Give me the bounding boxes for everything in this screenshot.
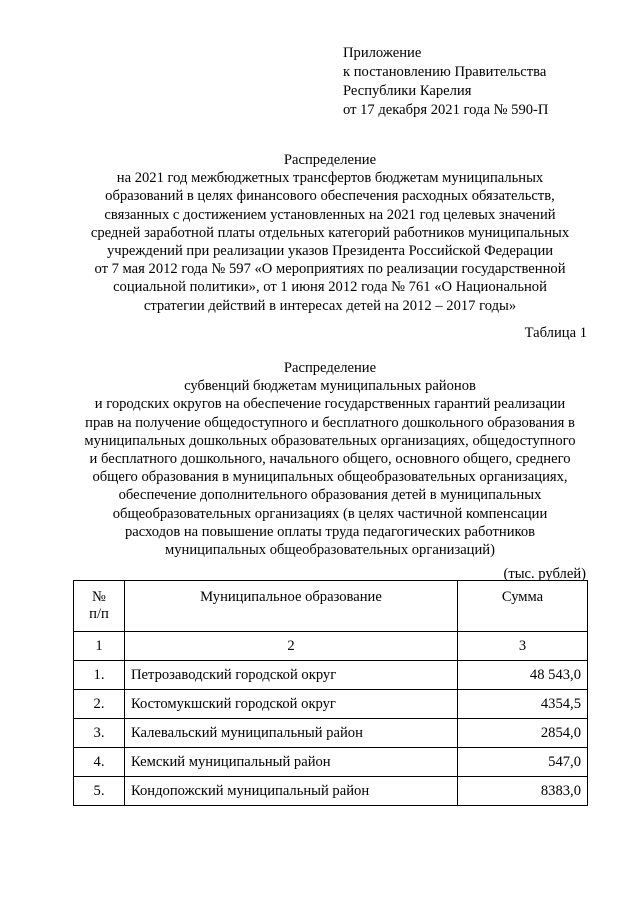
appendix-line: Приложение <box>343 45 422 61</box>
row-sum: 48 543,0 <box>458 661 588 690</box>
heading-line: образований в целях финансового обеспечения расходных обязательств, <box>105 188 555 205</box>
row-municipality: Кондопожский муниципальный район <box>125 777 458 806</box>
heading-line: общего образования в муниципальных общеобразовательных организациях, <box>92 469 568 486</box>
heading-line: обеспечение дополнительного образования детей в муниципальных <box>118 487 542 504</box>
heading-line: связанных с достижением установленных на 2021 год целевых значений <box>104 206 556 223</box>
subvention-heading <box>40 359 620 559</box>
heading-line: Распределение <box>283 360 377 376</box>
index-cell: 1 <box>74 632 125 661</box>
heading-line: расходов на повышение оплаты труда педагогических работников <box>124 523 536 540</box>
header-number <box>74 581 125 632</box>
heading-line: и городских округов на обеспечение государственных гарантий реализации <box>94 396 566 413</box>
heading-line: социальной политики», от 1 июня 2012 года № 761 «О Национальной <box>113 279 547 296</box>
index-cell: 3 <box>458 632 588 661</box>
table-header-row <box>74 581 588 632</box>
row-sum: 2854,0 <box>458 719 588 748</box>
heading-line: учреждений при реализации указов Президента Российской Федерации <box>106 243 554 260</box>
row-number: 3. <box>74 719 125 748</box>
table-row <box>74 719 588 748</box>
heading-line: муниципальных дошкольных образовательных организациях, общедоступного <box>84 432 576 449</box>
appendix-line: к постановлению Правительства <box>343 64 547 80</box>
heading-line: средней заработной платы отдельных категорий работников муниципальных <box>90 224 570 241</box>
header-number-line2: п/п <box>89 606 109 622</box>
heading-line: Распределение <box>283 152 377 168</box>
table-label: Таблица 1 <box>524 325 587 341</box>
distribution-heading <box>40 151 620 315</box>
row-sum: 8383,0 <box>458 777 588 806</box>
heading-line: субвенций бюджетам муниципальных районов <box>184 378 476 395</box>
distribution-table <box>73 580 588 806</box>
table-row <box>74 748 588 777</box>
units-note: (тыс. рублей) <box>503 566 586 582</box>
table-row <box>74 777 588 806</box>
appendix-line: от 17 декабря 2021 года № 590-П <box>343 102 549 118</box>
heading-line: стратегии действий в интересах детей на 2012 – 2017 годы» <box>143 297 517 314</box>
row-municipality: Костомукшский городской округ <box>125 690 458 719</box>
row-sum: 4354,5 <box>458 690 588 719</box>
heading-line: прав на получение общедоступного и бесплатного дошкольного образования в <box>85 414 575 431</box>
row-municipality: Кемский муниципальный район <box>125 748 458 777</box>
table-row <box>74 661 588 690</box>
row-number: 4. <box>74 748 125 777</box>
appendix-reference <box>343 44 548 120</box>
heading-line: муниципальных общеобразовательных организаций) <box>165 542 495 559</box>
row-number: 2. <box>74 690 125 719</box>
row-sum: 547,0 <box>458 748 588 777</box>
index-cell: 2 <box>125 632 458 661</box>
header-municipality: Муниципальное образование <box>125 581 458 632</box>
appendix-line: Республики Карелия <box>343 83 472 99</box>
heading-line: на 2021 год межбюджетных трансфертов бюджетам муниципальных <box>116 170 544 187</box>
heading-line: общеобразовательных организациях (в целях частичной компенсации <box>112 505 548 522</box>
row-municipality: Петрозаводский городской округ <box>125 661 458 690</box>
row-number: 5. <box>74 777 125 806</box>
row-number: 1. <box>74 661 125 690</box>
row-municipality: Калевальский муниципальный район <box>125 719 458 748</box>
table-row <box>74 690 588 719</box>
table-index-row <box>74 632 588 661</box>
heading-line: и бесплатного дошкольного, начального общего, основного общего, среднего <box>89 451 571 468</box>
heading-line: от 7 мая 2012 года № 597 «О мероприятиях по реализации государственной <box>94 261 566 278</box>
header-number-line1: № <box>92 589 106 605</box>
header-sum: Сумма <box>458 581 588 632</box>
